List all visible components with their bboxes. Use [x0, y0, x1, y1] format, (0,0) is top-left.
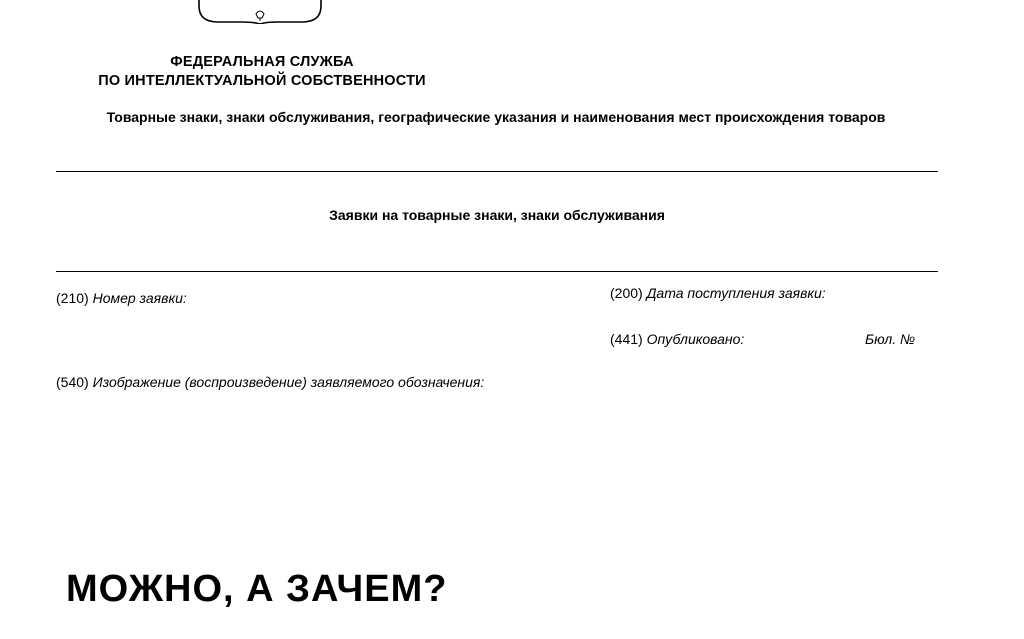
agency-name-line-2: ПО ИНТЕЛЛЕКТУАЛЬНОЙ СОБСТВЕННОСТИ: [98, 73, 426, 89]
bottom-divider: [56, 271, 938, 272]
field-code: (200): [610, 285, 643, 301]
field-label: Опубликовано:: [646, 331, 745, 347]
coat-of-arms-icon: [196, 0, 324, 24]
field-code: (540): [56, 374, 89, 390]
field-code: (441): [610, 331, 643, 347]
field-label: Дата поступления заявки:: [646, 285, 826, 301]
filing-date-field: [610, 285, 826, 301]
section-title: Заявки на товарные знаки, знаки обслуживания: [329, 207, 665, 223]
field-label: Номер заявки:: [92, 290, 187, 306]
agency-name: [62, 53, 462, 91]
meme-headline: МОЖНО, А ЗАЧЕМ?: [66, 568, 448, 610]
document-category: Товарные знаки, знаки обслуживания, географические указания и наименования мест происхождения товаров: [106, 109, 886, 125]
bulletin-number-label: Бюл. №: [865, 331, 916, 347]
agency-name-line-1: ФЕДЕРАЛЬНАЯ СЛУЖБА: [170, 54, 354, 70]
application-number-field: [56, 290, 187, 306]
field-label: Изображение (воспроизведение) заявляемого обозначения:: [92, 374, 485, 390]
mark-image-field: [56, 374, 484, 390]
top-divider: [56, 171, 938, 172]
published-field: [610, 331, 744, 347]
field-code: (210): [56, 290, 89, 306]
